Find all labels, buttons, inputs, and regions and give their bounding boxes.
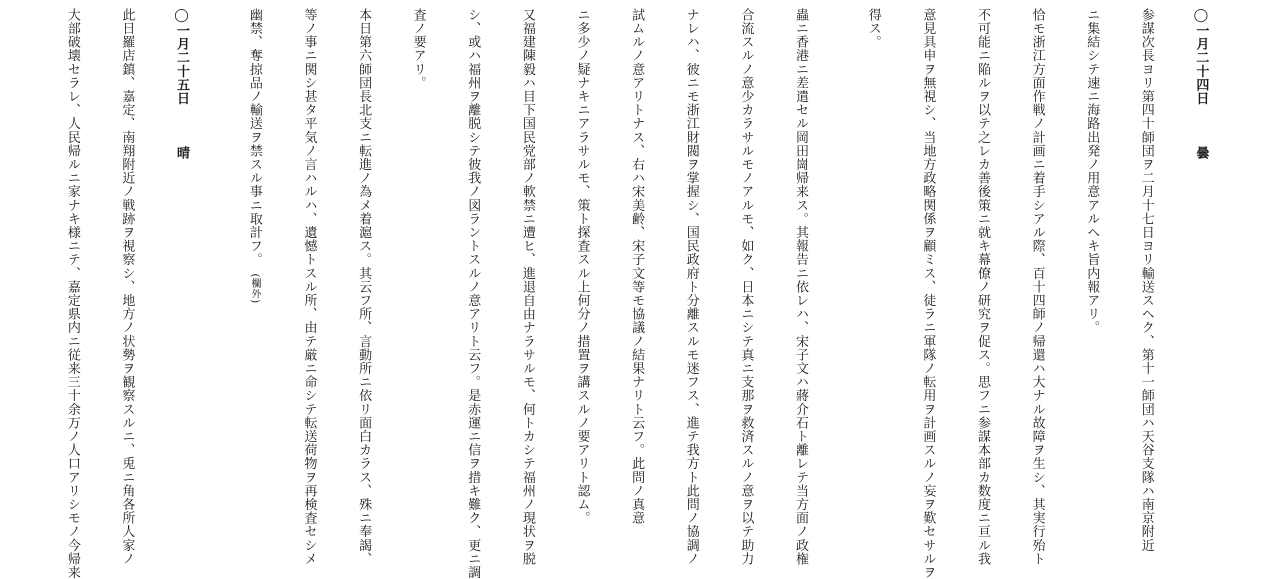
diary-line: 合流スルノ意少カラサルモノアルモ、如ク、日本ニシテ真ニ支那ヲ救済スルノ意ヲ以テ助力: [738, 8, 754, 566]
vertical-text-body: [8, 8, 1264, 579]
entry-date: ◯一月二十四日: [1193, 8, 1209, 106]
diary-line: 又福建陳毅ハ目下国民党部ノ軟禁ニ遭ヒ、進退自由ナラサルモ、何トカシテ福州ノ現状ヲ脱: [519, 8, 535, 566]
diary-line: 参謀次長ヨリ第四十師団ヲ二月十七日ヨリ輸送スヘク、第十一師団ハ天谷支隊ハ南京附近: [1138, 8, 1154, 552]
diary-line: 蟲ニ香港ニ差遣セル岡田崗帰来ス。其報告ニ依レハ、宋子文ハ蔣介石ト離レテ当方面ノ政権: [792, 8, 808, 566]
diary-line: 試ムルノ意アリトナス、右ハ宋美齢、宋子文等モ協議ノ結果ナリト云フ。此問ノ真意: [629, 8, 645, 525]
entry-weather: 晴: [174, 146, 190, 160]
diary-line: 本日第六師団長北支ニ転進ノ為メ着滬ス。其云フ所、言動所ニ依リ面白カラス、殊ニ奉謁、: [356, 8, 372, 566]
diary-line: シ、或ハ福州ヲ離脱シテ彼我ノ図ラントスルノ意アリト云フ。是赤運ニ信ヲ措キ難ク、更ニ調: [465, 8, 481, 579]
diary-line: 査ノ要アリ。: [410, 8, 426, 90]
diary-line: 不可能ニ陥ルヲ以テ之レカ善後策ニ就キ幕僚ノ研究ヲ促ス。思フニ参謀本部カ数度ニ亘ル我: [974, 8, 990, 566]
entry-weather: 曇: [1193, 146, 1209, 160]
entry-heading-jan-24: [1191, 8, 1209, 486]
diary-line-text: 幽禁、奪掠品ノ輸送ヲ禁スル事ニ取計フ。: [246, 8, 262, 260]
diary-line: 意見具申ヲ無視シ、当地方政略関係ヲ顧ミス、徒ラニ軍隊ノ転用ヲ計画スルノ妄ヲ歎セサルヲ: [920, 8, 936, 579]
diary-line: ニ多少ノ疑ナキニアラサルモ、策ト探査スル上何分ノ措置ヲ講スルノ要アリト認ム。: [574, 8, 590, 525]
diary-line: 此日羅店鎮、嘉定、南翔附近ノ戦跡ヲ視察シ、地方ノ状勢ヲ観察スルニ、兎ニ角各所人家ノ: [119, 8, 135, 566]
diary-line-with-note: [245, 8, 263, 486]
diary-line: 等ノ事ニ関シ甚タ平気ノ言ハルハ、遺憾トスル所、由テ厳ニ命シテ転送荷物ヲ再検査セシメ: [301, 8, 317, 566]
diary-line: ニ集結シテ速ニ海路出発ノ用意アルヘキ旨内報アリ。: [1084, 8, 1100, 335]
entry-date: ◯一月二十五日: [174, 8, 190, 106]
diary-line: 得ス。: [865, 8, 881, 49]
diary-line: ナレハ、彼ニモ浙江財閥ヲ掌握シ、国民政府ト分離スルモ迷フス、進テ我方ト此問ノ協調ノ: [683, 8, 699, 566]
entry-heading-jan-25: [172, 8, 190, 486]
diary-line: 恰モ浙江方面作戦ノ計画ニ着手シアル際、百十四師ノ帰還ハ大ナル故障ヲ生シ、其実行殆ト: [1029, 8, 1045, 566]
margin-note: (欄外): [248, 273, 260, 304]
diary-line: 大部破壊セラレ、人民帰ルニ家ナキ様ニテ、嘉定県内ニ従来三十余万ノ人口アリシモノ今帰来: [64, 8, 80, 579]
